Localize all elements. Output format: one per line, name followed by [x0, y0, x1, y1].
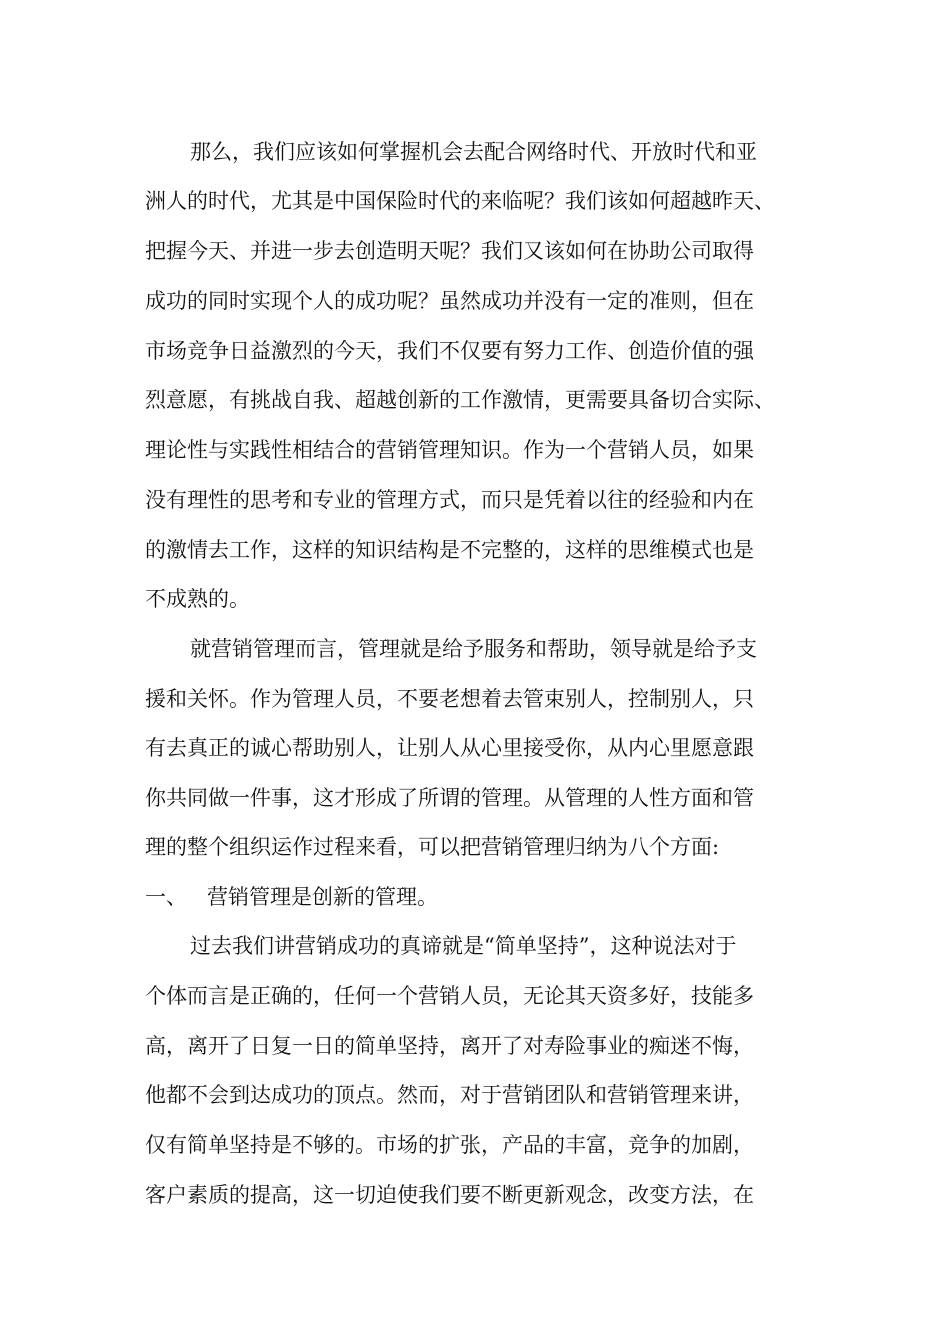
paragraph-line: 援和关怀。作为管理人员，不要老想着去管束别人，控制别人，只 [145, 687, 754, 711]
paragraph-line: 就营销管理而言，管理就是给予服务和帮助，领导就是给予支 [190, 637, 757, 661]
paragraph-line: 的激情去工作，这样的知识结构是不完整的，这样的思维模式也是 [145, 538, 754, 562]
paragraph-line: 高，离开了日复一日的简单坚持，离开了对寿险事业的痴迷不悔， [145, 1034, 754, 1058]
paragraph-line: 理论性与实践性相结合的营销管理知识。作为一个营销人员，如果 [145, 438, 754, 462]
paragraph-line: 理的整个组织运作过程来看，可以把营销管理归纳为八个方面: [145, 835, 720, 859]
paragraph-line: 把握今天、并进一步去创造明天呢？我们又该如何在协助公司取得 [145, 239, 754, 263]
paragraph-line: 仅有简单坚持是不够的。市场的扩张，产品的丰富，竞争的加剧， [145, 1133, 754, 1157]
paragraph-line: 客户素质的提高，这一切迫使我们要不断更新观念，改变方法，在 [145, 1183, 754, 1207]
paragraph-line: 个体而言是正确的，任何一个营销人员，无论其天资多好，技能多 [145, 984, 754, 1008]
paragraph-line: 过去我们讲营销成功的真谛就是“简单坚持”，这种说法对于 [190, 934, 737, 958]
paragraph-line: 没有理性的思考和专业的管理方式，而只是凭着以往的经验和内在 [145, 488, 754, 512]
paragraph-line: 你共同做一件事，这才形成了所谓的管理。从管理的人性方面和管 [145, 786, 754, 810]
paragraph-line: 市场竞争日益激烈的今天，我们不仅要有努力工作、创造价值的强 [145, 339, 754, 363]
section-heading: 一、 营销管理是创新的管理。 [145, 885, 439, 909]
paragraph-line: 烈意愿，有挑战自我、超越创新的工作激情，更需要具备切合实际、 [145, 388, 775, 412]
paragraph-line: 不成熟的。 [145, 587, 250, 611]
paragraph-line: 那么，我们应该如何掌握机会去配合网络时代、开放时代和亚 [190, 140, 757, 164]
paragraph-line: 他都不会到达成功的顶点。然而，对于营销团队和营销管理来讲， [145, 1083, 754, 1107]
paragraph-line: 洲人的时代，尤其是中国保险时代的来临呢？我们该如何超越昨天、 [145, 189, 775, 213]
paragraph-line: 成功的同时实现个人的成功呢？虽然成功并没有一定的准则，但在 [145, 289, 754, 313]
paragraph-line: 有去真正的诚心帮助别人，让别人从心里接受你，从内心里愿意跟 [145, 736, 754, 760]
